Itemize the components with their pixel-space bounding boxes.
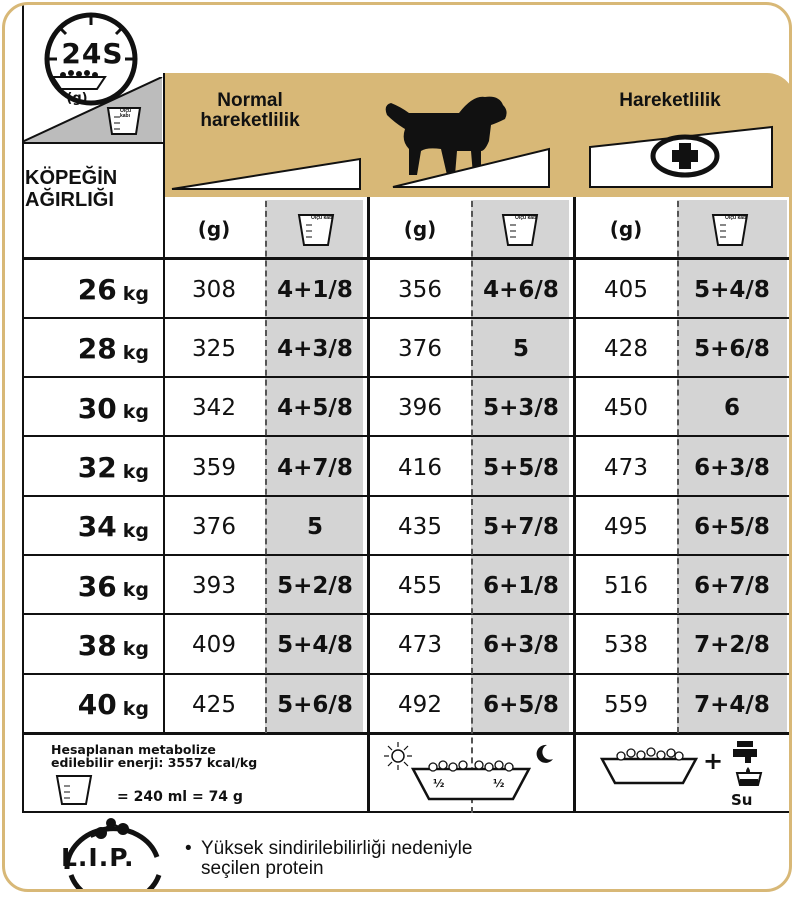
energy-line2: edilebilir enerji: 3557 kcal/kg (51, 755, 258, 770)
gram-amount-cell: 393 (192, 573, 236, 600)
col1-gram-header: (g) (197, 217, 231, 241)
plus-sign: + (703, 747, 724, 775)
kibble-bowl-icon (599, 745, 699, 787)
weight-value: 30 (77, 391, 117, 425)
activity-ramp-icon (170, 145, 364, 193)
row-weight (25, 319, 149, 378)
half-left: ½ (433, 777, 445, 790)
row-weight (25, 675, 149, 734)
lip-line1: Yüksek sindirilebilirliği nedeniyle (201, 838, 473, 859)
moon-icon (535, 743, 555, 765)
row-weight (25, 379, 149, 438)
weight-value: 28 (77, 332, 117, 366)
col-divider (573, 197, 576, 813)
col-high-title: Hareketlilik (619, 90, 721, 111)
cup-amount-cell: 5+3/8 (483, 395, 559, 422)
gram-amount-cell: 359 (192, 454, 236, 481)
row-weight (25, 438, 149, 497)
cup-amount-cell: 6+1/8 (483, 573, 559, 600)
plus-circle-icon (649, 133, 721, 179)
kibble-bowl-icon (409, 759, 533, 803)
lip-line2: seçilen protein (201, 858, 324, 879)
cup-amount-cell: 5 (512, 335, 529, 362)
gram-amount-cell: 325 (192, 335, 236, 362)
cup-amount-cell: 6+7/8 (694, 573, 770, 600)
col-normal-title (180, 91, 320, 131)
gram-amount-cell: 416 (398, 454, 442, 481)
dashed-divider (265, 201, 267, 733)
cup-label: Ölçü kabı (120, 108, 132, 119)
weight-title-line1: KÖPEĞİN (25, 167, 118, 189)
cup-amount-cell: 6+3/8 (483, 632, 559, 659)
cup-amount-cell: 6 (723, 395, 740, 422)
water-label: Su (731, 791, 753, 809)
cup-amount-cell: 5+2/8 (277, 573, 353, 600)
gram-amount-cell: 376 (398, 335, 442, 362)
lip-logo-text: L.I.P. (61, 843, 135, 872)
weight-unit: kg (122, 341, 149, 364)
gram-amount-cell: 538 (604, 632, 648, 659)
gram-amount-cell: 473 (604, 454, 648, 481)
weight-unit: kg (122, 460, 149, 483)
gram-amount-cell: 376 (192, 513, 236, 540)
cup-equivalent: = 240 ml = 74 g (117, 789, 243, 805)
gram-amount-cell: 435 (398, 513, 442, 540)
weight-value: 36 (77, 569, 117, 603)
weight-value: 40 (77, 688, 117, 722)
cup-amount-cell: 6+5/8 (694, 513, 770, 540)
cup-amount-cell: 5 (306, 513, 323, 540)
weight-value: 34 (77, 510, 117, 544)
gram-amount-cell: 516 (604, 573, 648, 600)
energy-line1: Hesaplanan metabolize (51, 742, 216, 757)
cup-amount-cell: 5+5/8 (483, 454, 559, 481)
weight-unit: kg (122, 282, 149, 305)
divider (22, 142, 165, 144)
weight-unit: kg (122, 519, 149, 542)
weight-unit: kg (122, 579, 149, 602)
cup-amount-cell: 4+5/8 (277, 395, 353, 422)
gram-amount-cell: 409 (192, 632, 236, 659)
cup-corner-triangle (22, 77, 165, 145)
col-normal-title-line2: hareketlilik (200, 110, 300, 131)
energy-text (51, 743, 361, 769)
gram-amount-cell: 425 (192, 691, 236, 718)
weight-unit: kg (122, 697, 149, 720)
lip-description (201, 839, 761, 879)
col2-gram-header: (g) (403, 217, 437, 241)
col3-gram-header: (g) (609, 217, 643, 241)
weight-unit: kg (122, 401, 149, 424)
gram-amount-cell: 492 (398, 691, 442, 718)
gram-amount-cell: 405 (604, 276, 648, 303)
weight-title-line2: AĞIRLIĞI (25, 189, 114, 211)
footer-divider (22, 811, 792, 813)
row-weight (25, 260, 149, 319)
weight-value: 32 (77, 451, 117, 485)
gram-amount-cell: 396 (398, 395, 442, 422)
cup-amount-cell: 7+4/8 (694, 691, 770, 718)
gram-amount-cell: 356 (398, 276, 442, 303)
gram-amount-cell: 455 (398, 573, 442, 600)
feeding-guide-frame (2, 2, 792, 892)
cup-amount-cell: 4+3/8 (277, 335, 353, 362)
half-right: ½ (493, 777, 505, 790)
cup-amount-cell: 4+1/8 (277, 276, 353, 303)
cup-amount-cell: 6+3/8 (694, 454, 770, 481)
lip-bullet: • (185, 838, 192, 859)
dashed-divider (677, 201, 679, 733)
row-weight (25, 616, 149, 675)
col-divider (22, 5, 24, 813)
gram-amount-cell: 428 (604, 335, 648, 362)
weight-value: 26 (77, 273, 117, 307)
dashed-divider (471, 201, 473, 813)
water-tap-icon (729, 739, 769, 787)
weight-value: 38 (77, 628, 117, 662)
weight-unit: kg (122, 638, 149, 661)
cup-amount-cell: 5+7/8 (483, 513, 559, 540)
badge-time: 24S (61, 37, 124, 70)
gram-amount-cell: 450 (604, 395, 648, 422)
cup-amount-cell: 5+4/8 (694, 276, 770, 303)
cup-amount-cell: 6+5/8 (483, 691, 559, 718)
cup-amount-cell: 7+2/8 (694, 632, 770, 659)
cup-label: Ölçü kabı (515, 215, 538, 221)
weight-title (25, 167, 165, 211)
gram-amount-cell: 342 (192, 395, 236, 422)
col-normal-title-line1: Normal (217, 90, 283, 111)
cup-amount-cell: 5+4/8 (277, 632, 353, 659)
row-weight (25, 497, 149, 556)
gram-amount-cell: 559 (604, 691, 648, 718)
cup-amount-cell: 4+6/8 (483, 276, 559, 303)
cup-amount-cell: 5+6/8 (277, 691, 353, 718)
gram-amount-cell: 473 (398, 632, 442, 659)
badge-unit: (g) (66, 91, 88, 106)
gram-amount-cell: 495 (604, 513, 648, 540)
activity-ramp-icon-2 (391, 145, 553, 191)
gram-amount-cell: 308 (192, 276, 236, 303)
cup-label: Ölçü kabı (725, 215, 748, 221)
cup-amount-cell: 4+7/8 (277, 454, 353, 481)
cup-amount-cell: 5+6/8 (694, 335, 770, 362)
col-divider (367, 197, 370, 813)
measuring-cup-icon (55, 773, 93, 807)
row-weight (25, 557, 149, 616)
col-divider (163, 73, 165, 735)
cup-label: Ölçü kabı (311, 215, 334, 221)
